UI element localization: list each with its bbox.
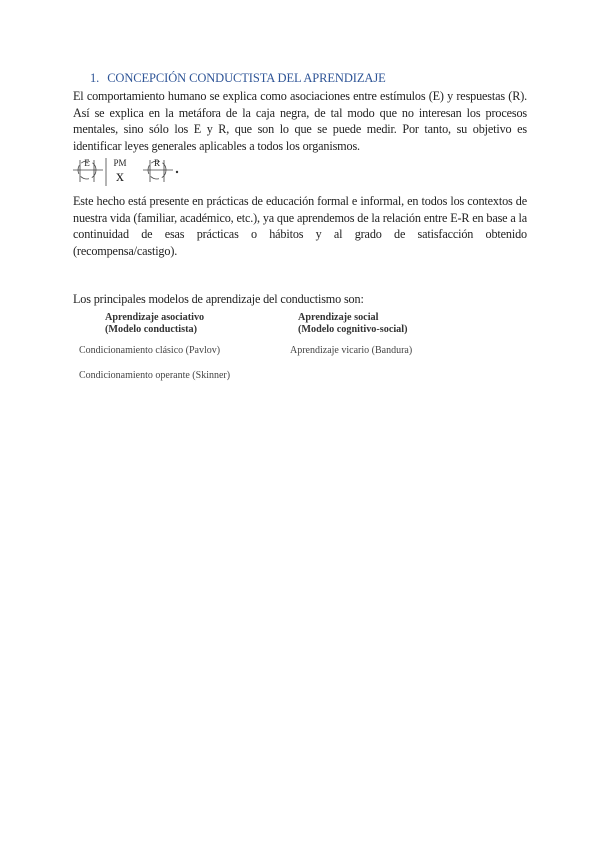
- section-title: CONCEPCIÓN CONDUCTISTA DEL APRENDIZAJE: [107, 71, 386, 85]
- operant-conditioning-item: Condicionamiento operante (Skinner): [79, 370, 231, 381]
- models-table: [73, 312, 533, 392]
- section-heading: [90, 71, 386, 86]
- paragraph-context: Este hecho está presente en prácticas de educación formal e informal, en todos los contextos de nuestra vida (familiar, académico, etc.), ya que aprendemos de la relación entre E-R en base a la continuidad de esas prácticas o hábitos y al grado de satisfacción obtenido (recompensa/castigo).: [73, 194, 527, 258]
- response-node: [143, 158, 173, 182]
- classical-conditioning-item: Condicionamiento clásico (Pavlov): [79, 345, 221, 356]
- stimulus-node: [73, 158, 103, 182]
- section-number: 1.: [90, 71, 100, 85]
- end-dot: [176, 171, 178, 173]
- associative-subtitle: (Modelo conductista): [105, 324, 197, 335]
- associative-title: Aprendizaje asociativo: [105, 312, 205, 323]
- mental-process-label: PM: [113, 158, 127, 168]
- social-title: Aprendizaje social: [298, 312, 379, 323]
- paragraph-models-intro: Los principales modelos de aprendizaje del conductismo son:: [73, 292, 364, 306]
- response-label: R: [153, 158, 161, 168]
- stimulus-response-diagram: [70, 156, 200, 192]
- paragraph-intro: El comportamiento humano se explica como asociaciones entre estímulos (E) y respuestas (R). Así se explica en la metáfora de la caja negra, de tal modo que no interesan los procesos mentales, sino sólo los E y R, que son lo que se puede medir. Por tanto, su objetivo es identificar leyes generales aplicables a todos los organismos.: [73, 89, 527, 153]
- vicarious-learning-item: Aprendizaje vicario (Bandura): [290, 345, 413, 356]
- stimulus-label: E: [84, 158, 90, 168]
- social-model-header: [298, 312, 408, 336]
- mental-process-node: [113, 158, 126, 185]
- associative-model-header: [105, 312, 204, 336]
- social-subtitle: (Modelo cognitivo-social): [298, 324, 408, 335]
- black-box-mark: x: [116, 168, 124, 185]
